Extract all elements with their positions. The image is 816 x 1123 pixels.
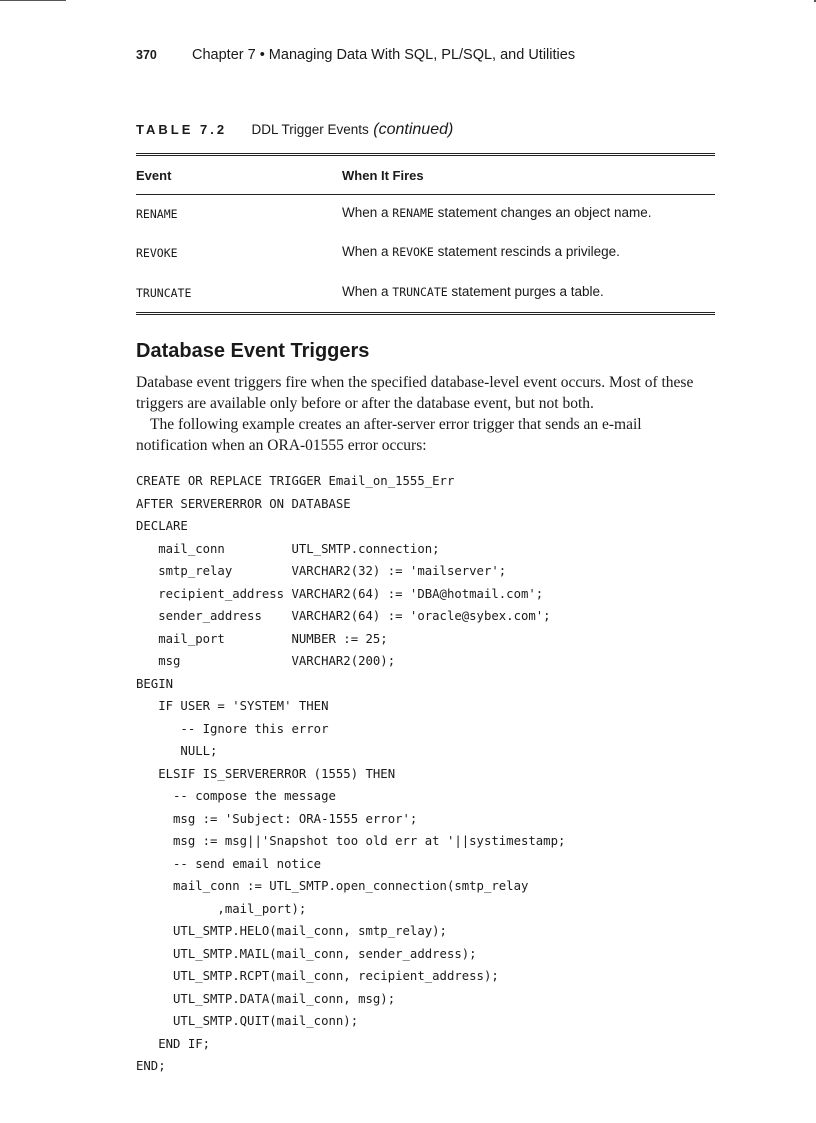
code-line: ,mail_port);	[136, 901, 307, 916]
code-line: ELSIF IS_SERVERERROR (1555) THEN	[136, 766, 396, 781]
table-top-rule	[136, 153, 715, 156]
code-line: mail_port NUMBER := 25;	[136, 631, 388, 646]
column-header-when: When It Fires	[342, 168, 424, 183]
code-line: NULL;	[136, 744, 218, 758]
code-line: sender_address VARCHAR2(64) := 'oracle@sybex.com';	[136, 609, 551, 623]
code-line: UTL_SMTP.DATA(mail_conn, msg);	[136, 991, 396, 1006]
table-caption	[136, 121, 453, 139]
page-number: 370	[136, 48, 157, 62]
table-row-event: REVOKE	[136, 246, 178, 260]
code-line: UTL_SMTP.HELO(mail_conn, smtp_relay);	[136, 924, 447, 938]
code-line: BEGIN	[136, 676, 174, 691]
table-bottom-rule	[136, 312, 715, 315]
code-line: -- send email notice	[136, 856, 322, 871]
code-line: smtp_relay VARCHAR2(32) := 'mailserver';	[136, 564, 507, 578]
code-listing	[136, 470, 565, 1078]
code-line: IF USER = 'SYSTEM' THEN	[136, 699, 329, 713]
code-line: -- compose the message	[136, 789, 336, 803]
desc-text: When a	[342, 244, 393, 259]
code-line: CREATE OR REPLACE TRIGGER Email_on_1555_Err	[136, 474, 455, 488]
code-line: AFTER SERVERERROR ON DATABASE	[136, 496, 351, 511]
code-line: UTL_SMTP.RCPT(mail_conn, recipient_address);	[136, 969, 499, 983]
desc-keyword: RENAME	[392, 206, 434, 220]
desc-text: When a	[342, 205, 393, 220]
desc-text: statement purges a table.	[447, 284, 604, 299]
code-line: DECLARE	[136, 519, 188, 533]
table-header-rule	[136, 194, 715, 195]
code-line: END;	[136, 1059, 166, 1073]
table-row-description	[342, 284, 604, 299]
code-line: msg VARCHAR2(200);	[136, 654, 396, 668]
section-heading: Database Event Triggers	[136, 340, 370, 362]
code-line: msg := 'Subject: ORA-1555 error';	[136, 811, 418, 826]
code-line: UTL_SMTP.QUIT(mail_conn);	[136, 1014, 359, 1028]
code-line: END IF;	[136, 1036, 211, 1051]
desc-text: statement rescinds a privilege.	[433, 244, 620, 259]
table-row-event: RENAME	[136, 207, 178, 221]
code-line: mail_conn UTL_SMTP.connection;	[136, 541, 440, 556]
paragraph: Database event triggers fire when the specified database-level event occurs. Most of these triggers are available only before or after the database event, but not both.	[136, 374, 694, 412]
code-line: mail_conn := UTL_SMTP.open_connection(smtp_relay	[136, 879, 529, 893]
column-header-event: Event	[136, 168, 172, 183]
desc-text: When a	[342, 284, 393, 299]
code-line: msg := msg||'Snapshot too old err at '||systimestamp;	[136, 834, 566, 848]
crop-mark	[0, 0, 66, 1]
table-continued: (continued)	[373, 121, 454, 138]
code-line: UTL_SMTP.MAIL(mail_conn, sender_address);	[136, 946, 477, 961]
paragraph: The following example creates an after-server error trigger that sends an e-mail notification when an ORA-01555 error occurs:	[136, 416, 642, 454]
chapter-title: Chapter 7 • Managing Data With SQL, PL/SQL, and Utilities	[192, 47, 576, 63]
table-title: DDL Trigger Events	[251, 122, 369, 137]
table-row-event: TRUNCATE	[136, 286, 192, 300]
table-label: TABLE 7.2	[136, 122, 228, 137]
code-line: recipient_address VARCHAR2(64) := 'DBA@hotmail.com';	[136, 586, 544, 601]
desc-text: statement changes an object name.	[433, 205, 652, 220]
desc-keyword: TRUNCATE	[392, 285, 448, 299]
code-line: -- Ignore this error	[136, 721, 329, 736]
table-row-description	[342, 205, 651, 220]
table-row-description	[342, 244, 620, 259]
desc-keyword: REVOKE	[392, 245, 434, 259]
